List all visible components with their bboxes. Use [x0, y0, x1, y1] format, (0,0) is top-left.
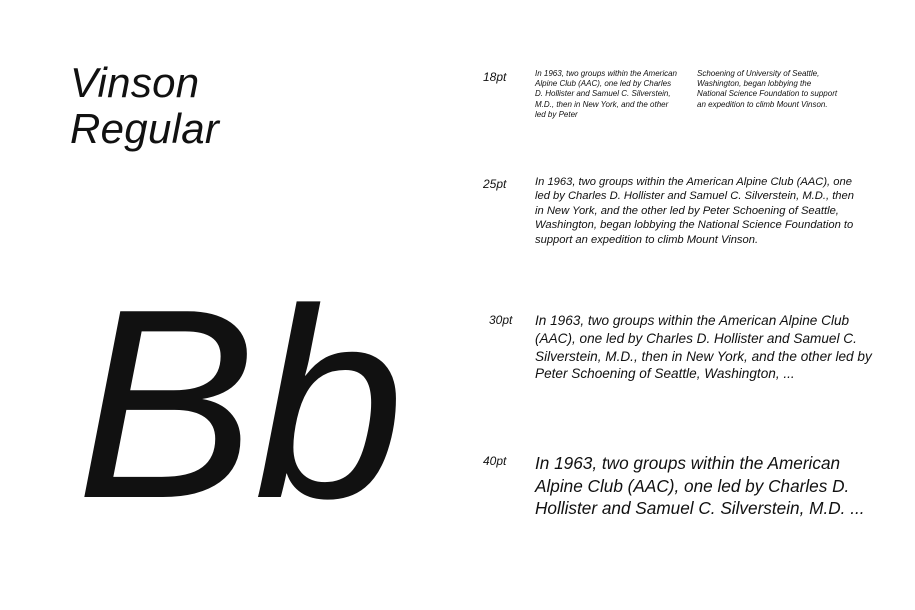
- sample-30pt: In 1963, two groups within the American Alpine Club (AAC), one led by Charles D. Hollister and Samuel C. Silverstein, M.D., then in New York, and the other led by Peter Schoening of Seattle, Washington, ...: [535, 313, 872, 382]
- specimen-glyphs: Bb: [76, 254, 403, 555]
- size-label-18pt: 18pt: [483, 70, 507, 84]
- size-label-30pt: 30pt: [489, 313, 513, 327]
- sample-25pt: In 1963, two groups within the American Alpine Club (AAC), one led by Charles D. Hollister and Samuel C. Silverstein, M.D., then in New York, and the other led by Peter Schoening of Seattle, Washington, began lobbying the National Science Foundation to support an expedition to climb Mount Vinson.: [535, 176, 854, 246]
- sample-18pt-column-2: Schoening of University of Seattle, Washington, began lobbying the National Science Foundation to support an expedition to climb Mount Vinson.: [697, 69, 838, 109]
- size-label-40pt: 40pt: [483, 454, 507, 468]
- font-title-style: Regular: [70, 105, 220, 152]
- font-title-name: Vinson: [70, 59, 200, 106]
- size-label-25pt: 25pt: [483, 177, 507, 191]
- sample-40pt: In 1963, two groups within the American Alpine Club (AAC), one led by Charles D. Hollister and Samuel C. Silverstein, M.D. ...: [535, 453, 865, 519]
- sample-18pt-column-1: In 1963, two groups within the American Alpine Club (AAC), one led by Charles D. Hollister and Samuel C. Silverstein, M.D., then in New York, and the other led by Peter: [535, 69, 678, 119]
- font-title: [70, 60, 219, 152]
